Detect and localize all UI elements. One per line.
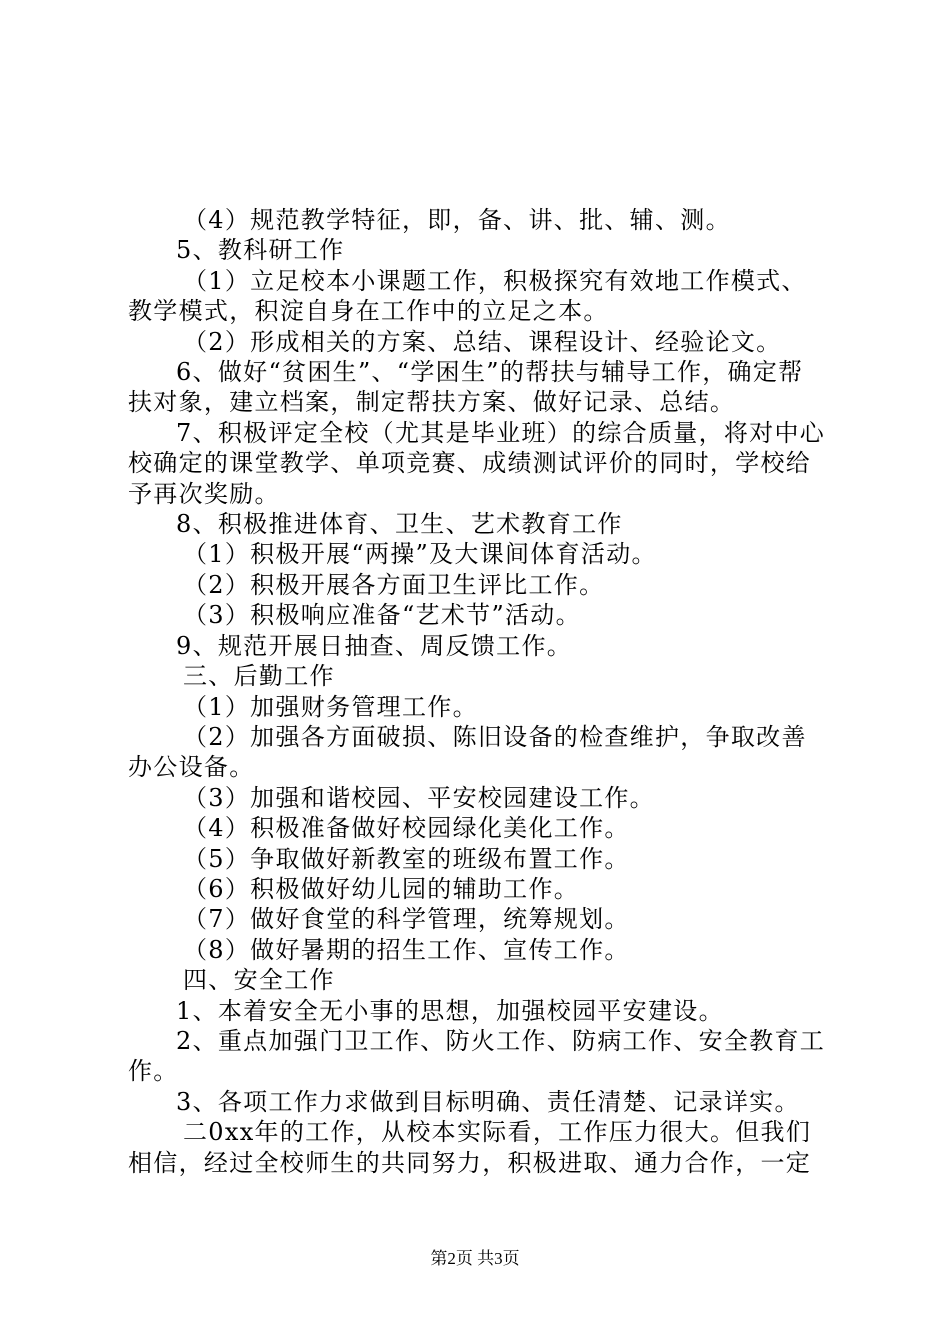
heading-research-work: 5、教科研工作 xyxy=(176,236,345,265)
paragraph-logistics-6: （6）积极做好幼儿园的辅助工作。 xyxy=(183,874,580,903)
paragraph-4-teaching-features: （4）规范教学特征，即，备、讲、批、辅、测。 xyxy=(183,206,731,234)
paragraph-safety-1: 1、本着安全无小事的思想，加强校园平安建设。 xyxy=(176,996,724,1025)
paragraph-logistics-3: （3）加强和谐校园、平安校园建设工作。 xyxy=(183,783,655,812)
heading-logistics: 三、后勤工作 xyxy=(183,662,335,691)
page-number-footer: 第2页 共3页 xyxy=(430,1249,520,1268)
document-body xyxy=(128,205,828,1178)
paragraph-student-support: 6、做好“贫困生”、“学困生”的帮扶与辅导工作，确定帮扶对象，建立档案，制定帮扶方案、做好记录、总结。 xyxy=(128,358,804,417)
paragraph-sports-3: （3）积极响应准备“艺术节”活动。 xyxy=(183,601,581,630)
paragraph-conclusion: 二0xx年的工作，从校本实际看，工作压力很大。但我们相信，经过全校师生的共同努力，积极进取、通力合作，一定 xyxy=(128,1118,812,1177)
paragraph-sports-2: （2）积极开展各方面卫生评比工作。 xyxy=(183,570,605,599)
paragraph-research-1: （1）立足校本小课题工作，积极探究有效地工作模式、教学模式，积淀自身在工作中的立足之本。 xyxy=(128,266,807,326)
paragraph-logistics-8: （8）做好暑期的招生工作、宣传工作。 xyxy=(183,935,630,964)
paragraph-research-2: （2）形成相关的方案、总结、课程设计、经验论文。 xyxy=(183,327,782,356)
paragraph-safety-2: 2、重点加强门卫工作、防火工作、防病工作、安全教育工作。 xyxy=(128,1026,826,1086)
paragraph-daily-checks: 9、规范开展日抽查、周反馈工作。 xyxy=(176,631,573,660)
heading-safety: 四、安全工作 xyxy=(183,966,335,995)
heading-sports-health-arts: 8、积极推进体育、卫生、艺术教育工作 xyxy=(176,510,623,539)
paragraph-logistics-4: （4）积极准备做好校园绿化美化工作。 xyxy=(183,814,630,843)
paragraph-safety-3: 3、各项工作力求做到目标明确、责任清楚、记录详实。 xyxy=(176,1087,800,1116)
paragraph-logistics-5: （5）争取做好新教室的班级布置工作。 xyxy=(183,844,630,873)
paragraph-logistics-1: （1）加强财务管理工作。 xyxy=(183,692,478,721)
paragraph-logistics-7: （7）做好食堂的科学管理，统筹规划。 xyxy=(183,905,630,934)
paragraph-sports-1: （1）积极开展“两操”及大课间体育活动。 xyxy=(183,540,657,569)
paragraph-logistics-2: （2）加强各方面破损、陈旧设备的检查维护，争取改善办公设备。 xyxy=(128,722,807,782)
paragraph-quality-evaluation: 7、积极评定全校（尤其是毕业班）的综合质量，将对中心校确定的课堂教学、单项竞赛、成绩测试评价的同时，学校给予再次奖励。 xyxy=(128,418,826,508)
